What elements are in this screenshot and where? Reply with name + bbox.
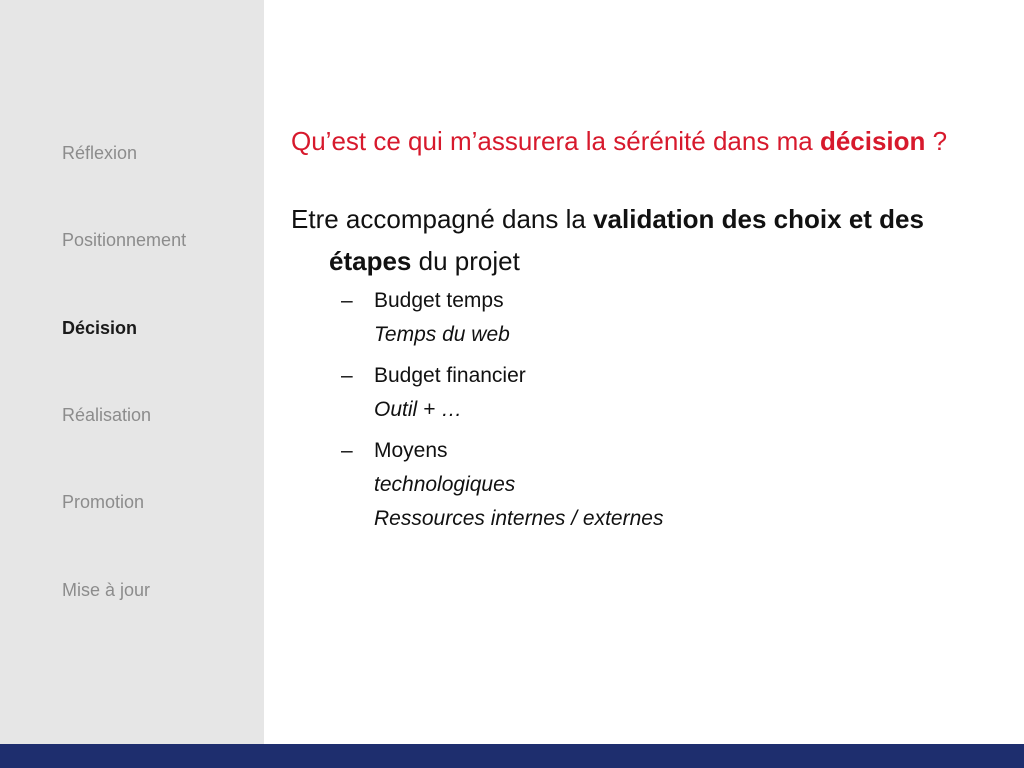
bullet-detail-extra: Ressources internes / externes [374, 507, 664, 530]
bullet-detail: Temps du web [374, 323, 510, 346]
bullet-detail: technologiques [374, 473, 516, 496]
bullet-title: Budget financier [374, 364, 526, 387]
statement-end: du projet [411, 246, 520, 276]
list-item-moyens [341, 434, 991, 536]
slide-content [291, 120, 991, 543]
sidebar-item-mise-a-jour[interactable]: Mise à jour [62, 580, 151, 600]
bullet-title: Moyens [374, 439, 448, 462]
sidebar-item-promotion[interactable]: Promotion [62, 492, 145, 512]
list-item-budget-temps [341, 284, 991, 352]
sidebar-item-realisation[interactable]: Réalisation [62, 405, 152, 425]
list-item-budget-financier [341, 359, 991, 427]
statement-keyword: validation des choix et des étapes [329, 204, 924, 276]
question-text: Qu’est ce qui m’assurera la sérénité dans ma [291, 126, 813, 156]
bullet-list [341, 284, 991, 536]
question-heading [291, 120, 991, 162]
sidebar-item-positionnement[interactable]: Positionnement [62, 230, 187, 250]
question-mark: ? [925, 126, 948, 156]
bullet-detail: Outil + … [374, 398, 463, 421]
sidebar-item-reflexion[interactable]: Réflexion [62, 143, 138, 163]
statement-paragraph [291, 198, 991, 282]
bullet-title: Budget temps [374, 289, 504, 312]
dash-bullet: – [341, 439, 353, 462]
sidebar-item-decision[interactable]: Décision [62, 318, 138, 338]
dash-bullet: – [341, 364, 353, 387]
bottom-bar [0, 744, 1024, 768]
question-keyword: décision [819, 126, 926, 156]
statement-text: Etre accompagné dans la [291, 204, 594, 234]
dash-bullet: – [341, 289, 353, 312]
sidebar [0, 0, 264, 744]
